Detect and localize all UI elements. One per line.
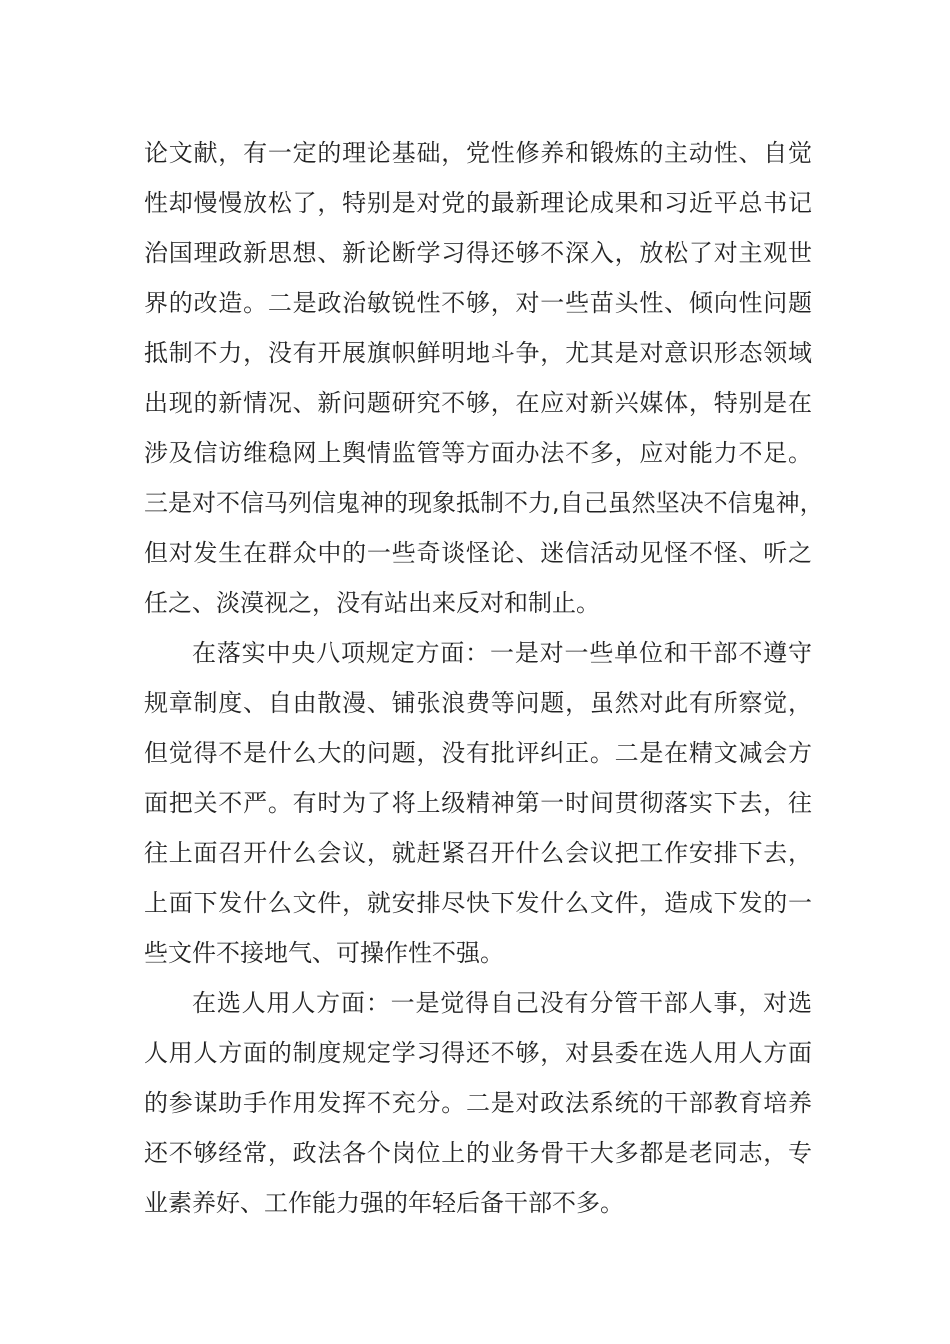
text-line: 涉及信访维稳网上舆情监管等方面办法不多，应对能力不足。: [144, 439, 812, 467]
text-line: 出现的新情况、新问题研究不够，在应对新兴媒体，特别是在: [144, 389, 812, 417]
text-line: 论文献，有一定的理论基础，党性修养和锻炼的主动性、自觉: [144, 139, 812, 167]
text-line: 但觉得不是什么大的问题，没有批评纠正。二是在精文减会方: [144, 739, 812, 767]
text-line: 规章制度、自由散漫、铺张浪费等问题，虽然对此有所察觉，: [144, 689, 812, 717]
paragraph-personnel-selection: [144, 978, 812, 1228]
text-line: 在选人用人方面：一是觉得自己没有分管干部人事，对选: [192, 989, 812, 1017]
text-line: 但对发生在群众中的一些奇谈怪论、迷信活动见怪不怪、听之: [144, 539, 812, 567]
text-line: 往上面召开什么会议，就赶紧召开什么会议把工作安排下去，: [144, 839, 812, 867]
text-line: 还不够经常，政法各个岗位上的业务骨干大多都是老同志，专: [144, 1139, 812, 1167]
text-line: 三是对不信马列信鬼神的现象抵制不力,自己虽然坚决不信鬼神，: [144, 489, 824, 517]
document-body: [144, 128, 824, 1228]
paragraph-ideology: [144, 128, 824, 628]
text-line: 任之、淡漠视之，没有站出来反对和制止。: [144, 589, 600, 617]
text-line: 抵制不力，没有开展旗帜鲜明地斗争，尤其是对意识形态领域: [144, 339, 812, 367]
text-line: 些文件不接地气、可操作性不强。: [144, 939, 504, 967]
text-line: 在落实中央八项规定方面：一是对一些单位和干部不遵守: [192, 639, 812, 667]
text-line: 业素养好、工作能力强的年轻后备干部不多。: [144, 1189, 624, 1217]
text-line: 上面下发什么文件，就安排尽快下发什么文件，造成下发的一: [144, 889, 812, 917]
text-line: 性却慢慢放松了，特别是对党的最新理论成果和习近平总书记: [144, 189, 812, 217]
text-line: 治国理政新思想、新论断学习得还够不深入，放松了对主观世: [144, 239, 812, 267]
text-line: 面把关不严。有时为了将上级精神第一时间贯彻落实下去，往: [144, 789, 812, 817]
text-line: 人用人方面的制度规定学习得还不够，对县委在选人用人方面: [144, 1039, 812, 1067]
paragraph-eight-regulations: [144, 628, 812, 978]
text-line: 的参谋助手作用发挥不充分。二是对政法系统的干部教育培养: [144, 1089, 812, 1117]
text-line: 界的改造。二是政治敏锐性不够，对一些苗头性、倾向性问题: [144, 289, 812, 317]
